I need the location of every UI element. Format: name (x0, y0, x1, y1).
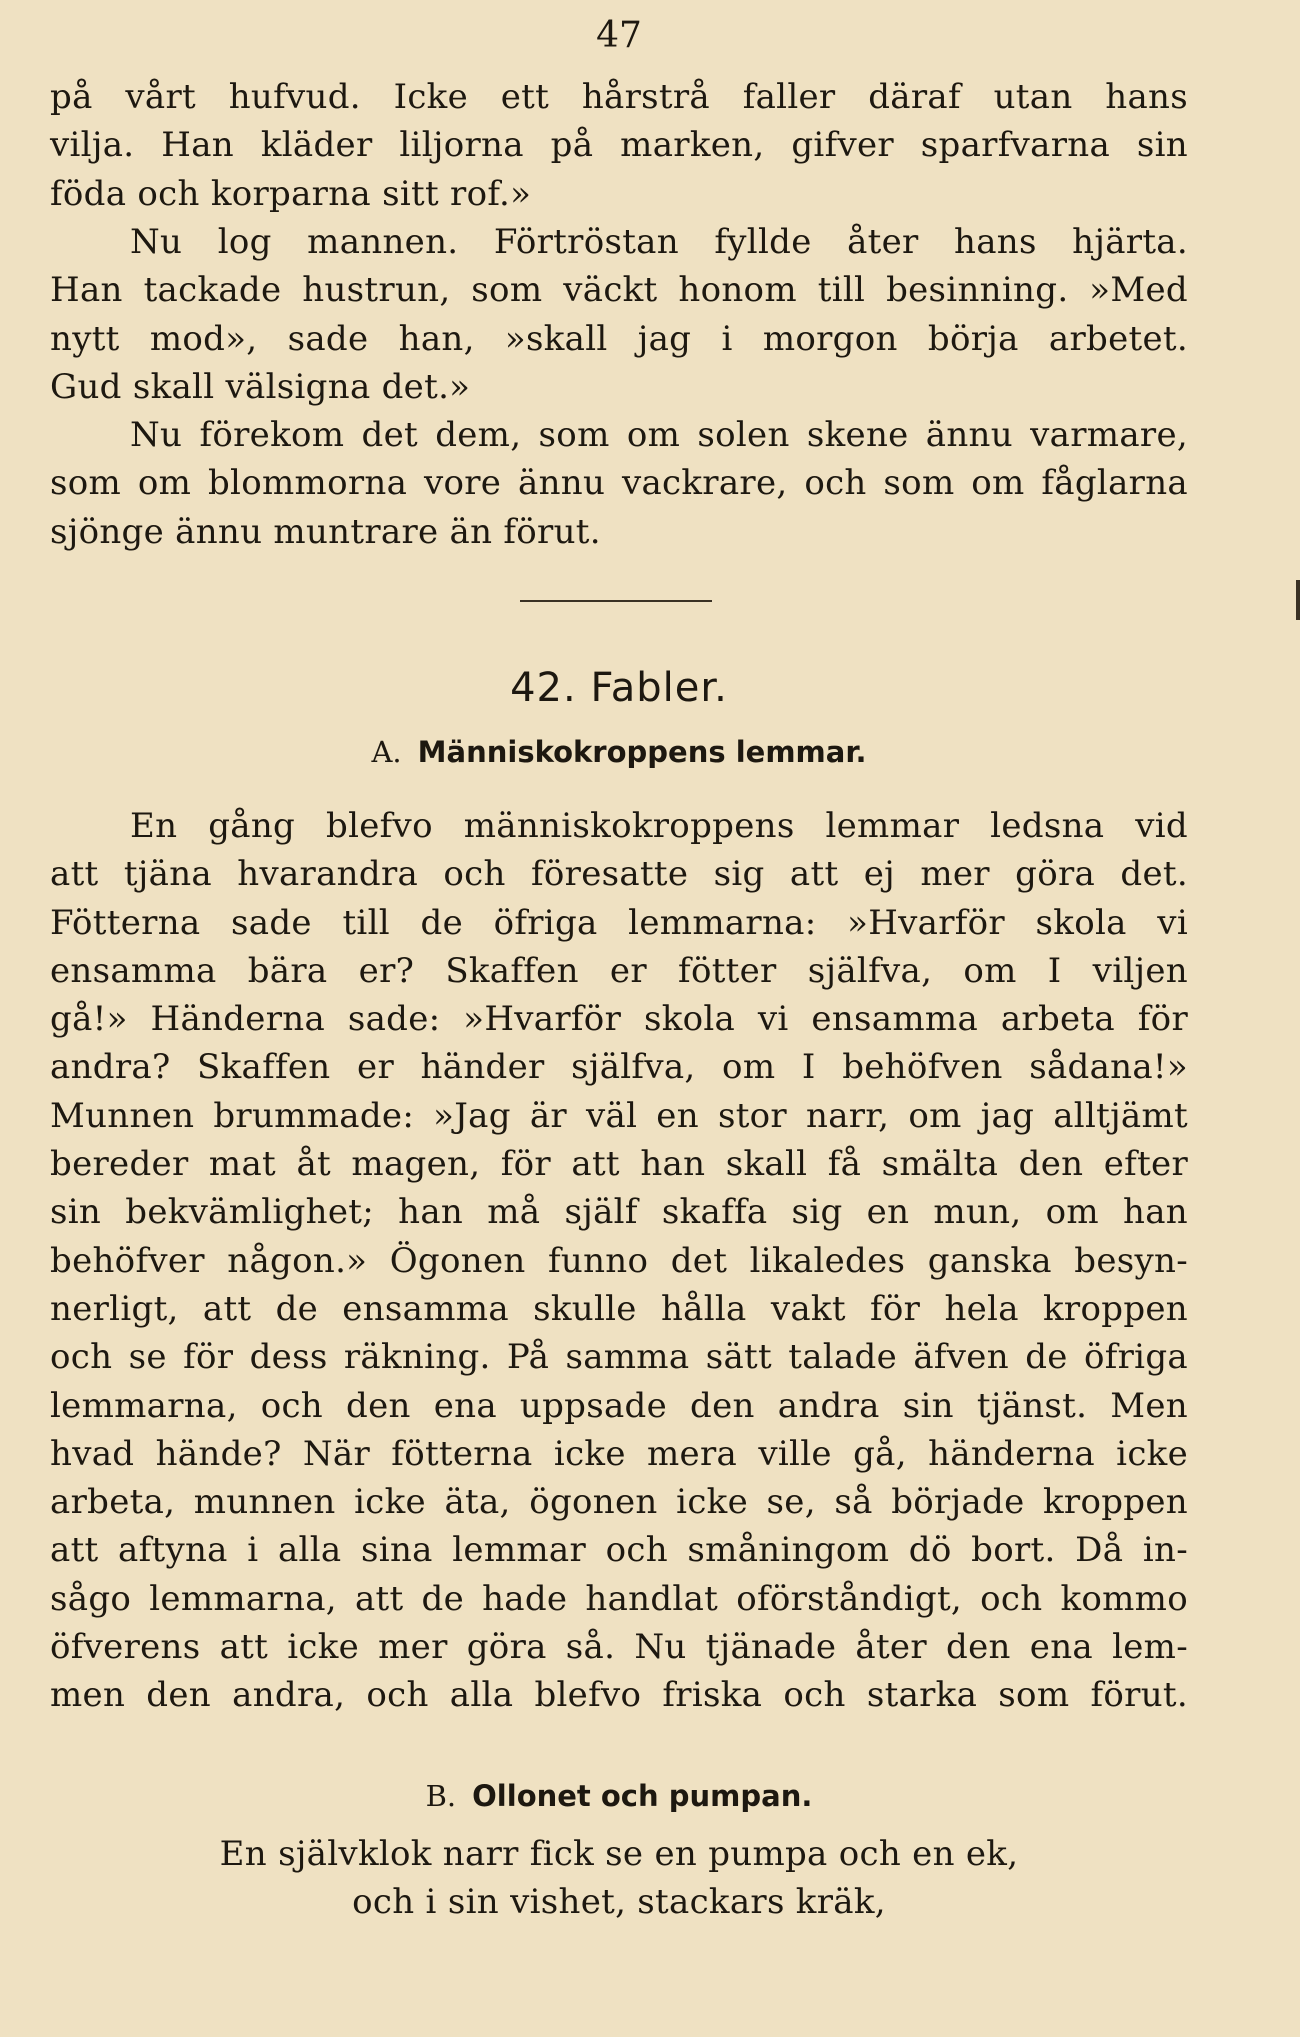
subsection-heading-a (0, 732, 1238, 772)
text-line: gå!» Händerna sade: »Hvarför skola vi ensamma arbeta för (50, 999, 1188, 1040)
text-line: sjönge ännu muntrare än förut. (50, 511, 601, 552)
text-line: hvad hände? När fötterna icke mera ville gå, händerna icke (50, 1433, 1188, 1474)
paragraph (50, 802, 1188, 1720)
text-line: Gud skall välsigna det.» (50, 366, 471, 407)
poem-stanza (0, 1830, 1238, 1927)
poem-line: En självklok narr fick se en pumpa och en ek, (219, 1834, 1019, 1874)
text-line: och se för dess räkning. På samma sätt talade äfven de öfriga (50, 1337, 1188, 1378)
text-line: sågo lemmarna, att de hade handlat oförståndigt, och kommo (50, 1578, 1188, 1619)
subsection-letter: A. (371, 735, 402, 769)
text-line: att aftyna i alla sina lemmar och småningom dö bort. Då in- (50, 1530, 1188, 1571)
text-line: bereder mat åt magen, för att han skall få smälta den efter (50, 1144, 1188, 1185)
subsection-title: Människokroppens lemmar. (417, 735, 867, 769)
text-line: nerligt, att de ensamma skulle hålla vakt för hela kroppen (50, 1288, 1188, 1329)
text-line: föda och korparna sitt rof.» (50, 173, 532, 214)
page-number: 47 (596, 15, 642, 56)
text-line: Fötterna sade till de öfriga lemmarna: »Hvarför skola vi (50, 902, 1188, 943)
text-line: öfverens att icke mer göra så. Nu tjänade åter den ena lem- (50, 1627, 1188, 1668)
text-line: Munnen brummade: »Jag är väl en stor narr, om jag alltjämt (50, 1095, 1188, 1136)
text-line: Han tackade hustrun, som väckt honom till besinning. »Med (50, 270, 1188, 311)
text-line: behöfver någon.» Ögonen funno det likaledes ganska besyn- (50, 1240, 1188, 1281)
subsection-title: Ollonet och pumpan. (472, 1779, 813, 1813)
text-line: vilja. Han kläder liljorna på marken, gifver sparfvarna sin (50, 125, 1188, 166)
text-line: Nu log mannen. Förtröstan fyllde åter hans hjärta. (130, 222, 1188, 262)
text-line: arbeta, munnen icke äta, ögonen icke se, så började kroppen (50, 1482, 1188, 1523)
subsection-heading-b (0, 1776, 1238, 1816)
text-line: på vårt hufvud. Icke ett hårstrå faller däraf utan hans (50, 77, 1188, 117)
text-line: sin bekvämlighet; han må själf skaffa sig en mun, om han (50, 1192, 1188, 1233)
poem-line: och i sin vishet, stackars kräk, (352, 1882, 886, 1923)
paragraph (50, 218, 1188, 411)
page-edge-mark (1296, 580, 1300, 620)
text-line: som om blommorna vore ännu vackrare, och som om fåglarna (50, 463, 1188, 504)
text-line: ensamma bära er? Skaffen er fötter själfva, om I viljen (50, 950, 1188, 991)
section-heading: 42. Fabler. (510, 665, 728, 711)
subsection-letter: B. (425, 1779, 457, 1813)
text-line: Nu förekom det dem, som om solen skene ännu varmare, (130, 415, 1188, 455)
paragraph (50, 411, 1188, 556)
text-line: En gång blefvo människokroppens lemmar ledsna vid (130, 806, 1188, 846)
text-line: men den andra, och alla blefvo friska och starka som förut. (50, 1675, 1188, 1716)
paragraph-continuation (50, 73, 1188, 218)
text-line: lemmarna, och den ena uppsade den andra sin tjänst. Men (50, 1385, 1188, 1426)
text-line: andra? Skaffen er händer själfva, om I behöfven sådana!» (50, 1047, 1188, 1088)
text-line: nytt mod», sade han, »skall jag i morgon börja arbetet. (50, 318, 1188, 359)
text-line: att tjäna hvarandra och föresatte sig att ej mer göra det. (50, 854, 1188, 895)
section-separator-rule (520, 600, 712, 602)
